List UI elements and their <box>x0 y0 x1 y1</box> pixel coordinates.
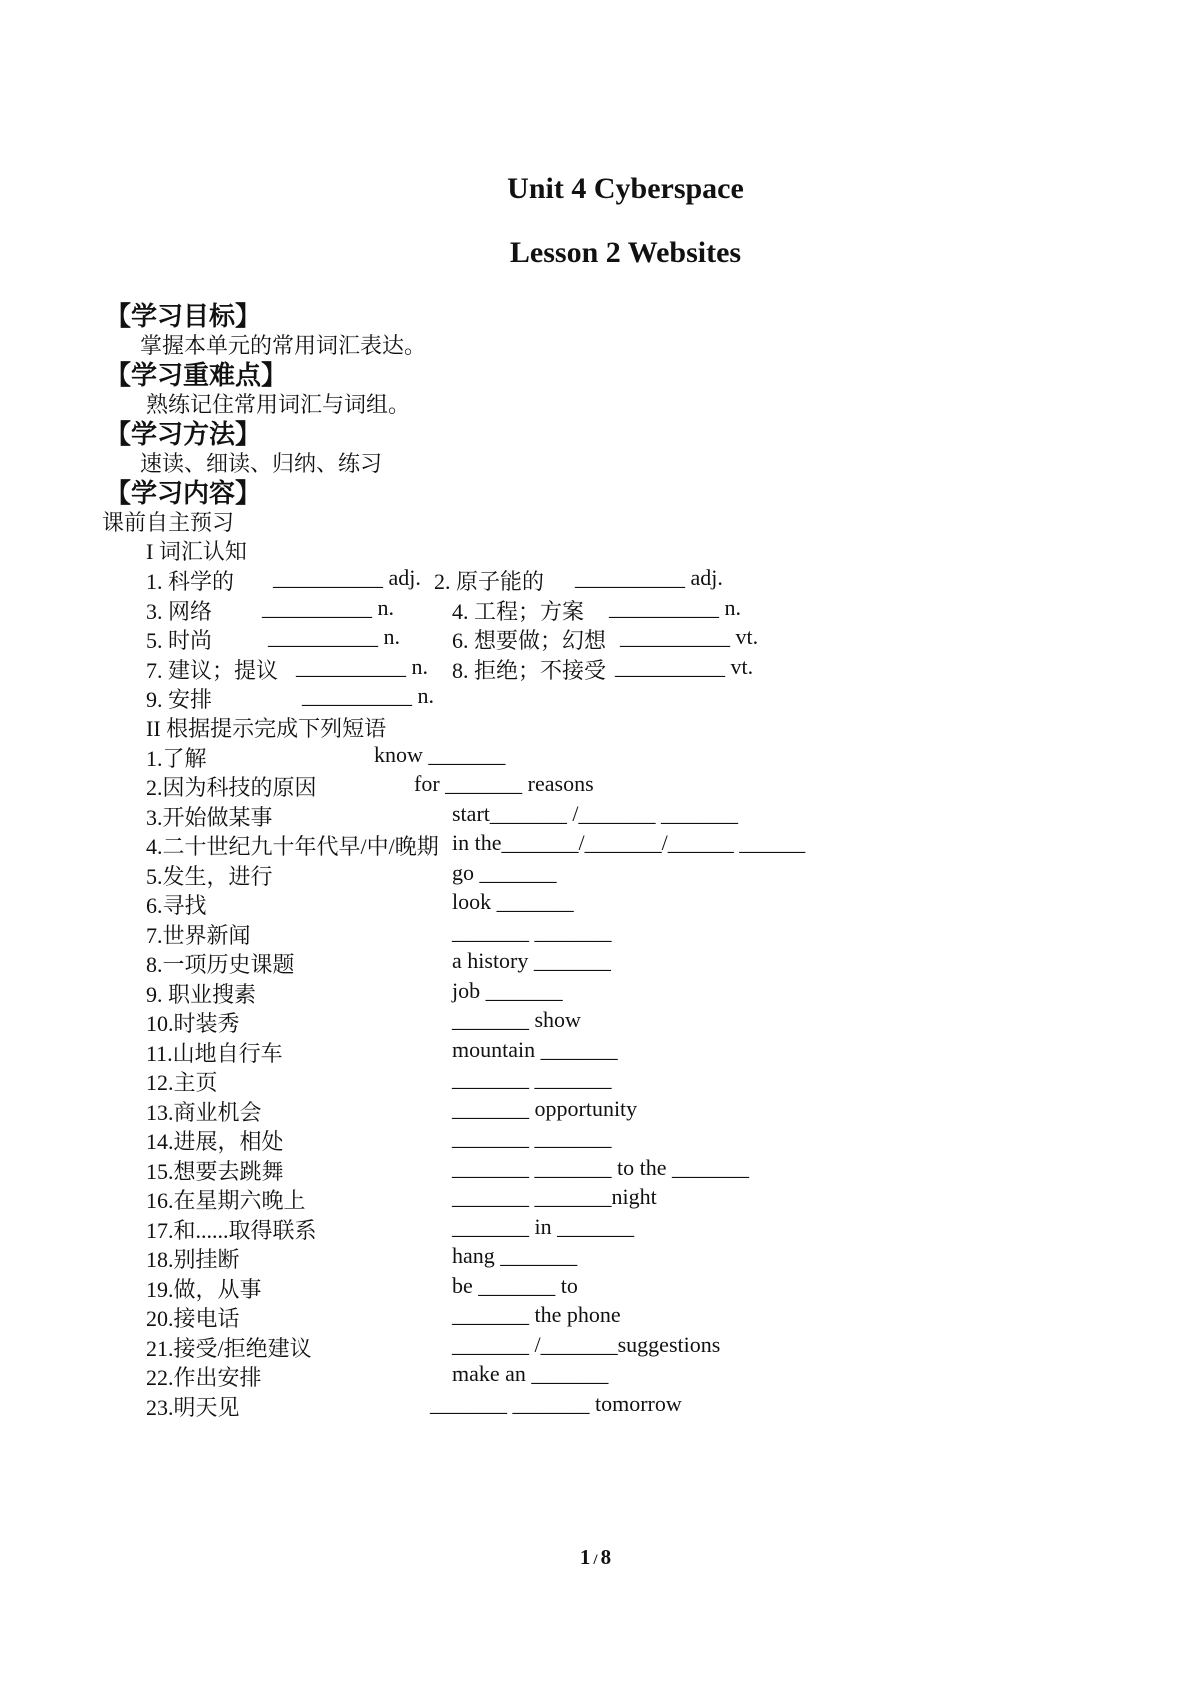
phrase-cn: 20.接电话 <box>146 1306 240 1331</box>
content-heading: 【学习内容】 <box>105 479 262 508</box>
total-pages: 8 <box>600 1545 612 1569</box>
phrase-cn: 6.寻找 <box>146 893 207 918</box>
preview-label: 课前自主预习 <box>102 510 235 535</box>
phrase-en: know _______ <box>374 742 506 767</box>
page-number <box>0 1545 1191 1570</box>
page-title: Unit 4 Cyberspace <box>507 172 744 205</box>
phrase-cn: 3.开始做某事 <box>146 805 273 830</box>
vocab-blank: __________ n. <box>296 654 428 679</box>
phrase-en: mountain _______ <box>452 1037 618 1062</box>
vocab-blank: __________ adj. <box>273 565 421 590</box>
vocab-blank: __________ n. <box>262 595 394 620</box>
phrase-en: in the_______/_______/______ ______ <box>452 830 806 855</box>
vocab-blank: __________ n. <box>609 595 741 620</box>
phrase-en: _______ _______ tomorrow <box>430 1391 682 1416</box>
phrase-cn: 4.二十世纪九十年代早/中/晚期 <box>146 834 439 859</box>
vocab-cn: 3. 网络 <box>146 599 213 624</box>
phrase-cn: 17.和......取得联系 <box>146 1218 317 1243</box>
phrase-cn: 10.时装秀 <box>146 1011 240 1036</box>
phrase-en: start_______ /_______ _______ <box>452 801 738 826</box>
phrase-en: make an _______ <box>452 1361 609 1386</box>
method-heading: 【学习方法】 <box>105 420 262 449</box>
phrase-en: _______ opportunity <box>452 1096 638 1121</box>
phrase-en: for _______ reasons <box>414 771 594 796</box>
phrases-heading: II 根据提示完成下列短语 <box>146 716 387 741</box>
key-heading: 【学习重难点】 <box>105 361 288 390</box>
phrase-en: job _______ <box>452 978 563 1003</box>
vocab-heading: I 词汇认知 <box>146 539 247 564</box>
vocab-cn: 2. 原子能的 <box>434 569 545 594</box>
phrase-en: go _______ <box>452 860 557 885</box>
vocab-cn: 9. 安排 <box>146 687 213 712</box>
vocab-cn: 5. 时尚 <box>146 628 213 653</box>
phrase-cn: 21.接受/拒绝建议 <box>146 1336 312 1361</box>
phrase-en: a history _______ <box>452 948 611 973</box>
current-page: 1 <box>579 1545 591 1569</box>
phrase-cn: 19.做，从事 <box>146 1277 262 1302</box>
phrase-en: _______ _______ to the _______ <box>452 1155 749 1180</box>
phrase-cn: 14.进展，相处 <box>146 1129 284 1154</box>
vocab-blank: __________ adj. <box>575 565 723 590</box>
phrase-en: _______ /_______suggestions <box>452 1332 721 1357</box>
vocab-cn: 6. 想要做；幻想 <box>452 628 607 653</box>
phrase-en: _______ _______ <box>452 919 612 944</box>
phrase-cn: 16.在星期六晚上 <box>146 1188 306 1213</box>
vocab-blank: __________ n. <box>302 683 434 708</box>
goal-text: 掌握本单元的常用词汇表达。 <box>140 333 427 358</box>
phrase-cn: 1.了解 <box>146 746 207 771</box>
phrase-cn: 5.发生，进行 <box>146 864 273 889</box>
method-text: 速读、细读、归纳、练习 <box>140 451 383 476</box>
phrase-cn: 22.作出安排 <box>146 1365 262 1390</box>
page-separator: / <box>593 1552 598 1568</box>
phrase-en: be _______ to <box>452 1273 578 1298</box>
key-text: 熟练记住常用词汇与词组。 <box>146 392 411 417</box>
phrase-en: look _______ <box>452 889 574 914</box>
vocab-cn: 1. 科学的 <box>146 569 235 594</box>
phrase-cn: 2.因为科技的原因 <box>146 775 317 800</box>
phrase-cn: 11.山地自行车 <box>146 1041 283 1066</box>
phrase-cn: 23.明天见 <box>146 1395 240 1420</box>
vocab-blank: __________ vt. <box>615 654 754 679</box>
phrase-en: _______ _______night <box>452 1184 657 1209</box>
phrase-en: _______ the phone <box>452 1302 621 1327</box>
phrase-cn: 12.主页 <box>146 1070 218 1095</box>
vocab-cn: 8. 拒绝；不接受 <box>452 658 607 683</box>
vocab-cn: 7. 建议；提议 <box>146 658 279 683</box>
lesson-subtitle: Lesson 2 Websites <box>509 236 742 269</box>
vocab-cn: 4. 工程；方案 <box>452 599 585 624</box>
phrase-cn: 8.一项历史课题 <box>146 952 295 977</box>
phrase-en: _______ _______ <box>452 1066 612 1091</box>
vocab-blank: __________ vt. <box>620 624 759 649</box>
phrase-en: _______ _______ <box>452 1125 612 1150</box>
phrase-cn: 15.想要去跳舞 <box>146 1159 284 1184</box>
phrase-en: hang _______ <box>452 1243 578 1268</box>
goal-heading: 【学习目标】 <box>105 302 262 331</box>
vocab-blank: __________ n. <box>268 624 400 649</box>
phrase-en: _______ in _______ <box>452 1214 635 1239</box>
phrase-cn: 7.世界新闻 <box>146 923 251 948</box>
phrase-cn: 18.别挂断 <box>146 1247 240 1272</box>
phrase-cn: 13.商业机会 <box>146 1100 262 1125</box>
phrase-cn: 9. 职业搜素 <box>146 982 257 1007</box>
phrase-en: _______ show <box>452 1007 581 1032</box>
